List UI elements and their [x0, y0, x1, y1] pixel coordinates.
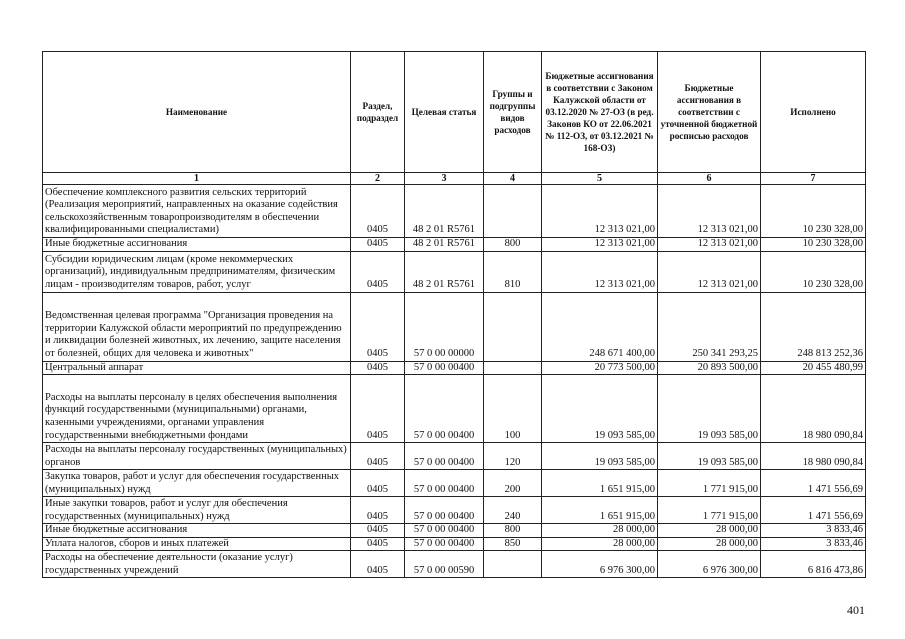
row-section: 0405 — [351, 470, 405, 497]
row-name: Центральный аппарат — [43, 361, 351, 375]
row-article: 57 0 00 00400 — [405, 537, 484, 551]
row-name: Расходы на выплаты персоналу государственных (муниципальных) органов — [43, 443, 351, 470]
header-executed: Исполнено — [761, 52, 866, 173]
row-article: 57 0 00 00400 — [405, 524, 484, 538]
header-article: Целевая статья — [405, 52, 484, 173]
row-name: Субсидии юридическим лицам (кроме некоммерческих организаций), индивидуальным предпринимателям, физическим лицам - производителям товаров, работ, услуг — [43, 251, 351, 292]
row-budget-law: 19 093 585,00 — [542, 375, 658, 443]
row-name: Закупка товаров, работ и услуг для обеспечения государственных (муниципальных) нужд — [43, 470, 351, 497]
row-group: 120 — [484, 443, 542, 470]
header-groups: Группы и подгруппы видов расходов — [484, 52, 542, 173]
table-row — [43, 292, 866, 361]
row-group — [484, 551, 542, 578]
budget-table — [42, 51, 866, 578]
row-budget-refined: 12 313 021,00 — [658, 185, 761, 238]
row-budget-law: 248 671 400,00 — [542, 292, 658, 361]
row-budget-refined: 19 093 585,00 — [658, 375, 761, 443]
row-budget-law: 12 313 021,00 — [542, 238, 658, 252]
row-executed: 10 230 328,00 — [761, 238, 866, 252]
row-executed: 10 230 328,00 — [761, 185, 866, 238]
row-group — [484, 361, 542, 375]
row-name: Ведомственная целевая программа "Организация проведения на территории Калужской области мероприятий по предупреждению и ликвидации болезней животных, их лечению, защите населения от болезней, общих для человека и животных" — [43, 292, 351, 361]
row-article: 57 0 00 00000 — [405, 292, 484, 361]
table-row — [43, 443, 866, 470]
row-name: Уплата налогов, сборов и иных платежей — [43, 537, 351, 551]
header-section: Раздел, подраздел — [351, 52, 405, 173]
row-budget-refined: 1 771 915,00 — [658, 470, 761, 497]
table-row — [43, 238, 866, 252]
row-executed: 248 813 252,36 — [761, 292, 866, 361]
column-number: 1 — [43, 173, 351, 185]
row-group — [484, 185, 542, 238]
row-article: 57 0 00 00400 — [405, 361, 484, 375]
row-group: 100 — [484, 375, 542, 443]
row-article: 48 2 01 R5761 — [405, 251, 484, 292]
row-section: 0405 — [351, 497, 405, 524]
row-executed: 10 230 328,00 — [761, 251, 866, 292]
row-budget-refined: 28 000,00 — [658, 524, 761, 538]
column-number: 5 — [542, 173, 658, 185]
row-section: 0405 — [351, 524, 405, 538]
row-budget-law: 28 000,00 — [542, 537, 658, 551]
row-name: Иные закупки товаров, работ и услуг для обеспечения государственных (муниципальных) нужд — [43, 497, 351, 524]
row-executed: 1 471 556,69 — [761, 497, 866, 524]
row-budget-refined: 28 000,00 — [658, 537, 761, 551]
row-section: 0405 — [351, 361, 405, 375]
row-budget-law: 1 651 915,00 — [542, 497, 658, 524]
row-section: 0405 — [351, 185, 405, 238]
row-section: 0405 — [351, 238, 405, 252]
row-name: Расходы на обеспечение деятельности (оказание услуг) государственных учреждений — [43, 551, 351, 578]
column-number: 3 — [405, 173, 484, 185]
row-budget-law: 28 000,00 — [542, 524, 658, 538]
column-number: 4 — [484, 173, 542, 185]
row-group: 810 — [484, 251, 542, 292]
row-budget-law: 12 313 021,00 — [542, 185, 658, 238]
column-number: 2 — [351, 173, 405, 185]
row-section: 0405 — [351, 292, 405, 361]
row-budget-law: 1 651 915,00 — [542, 470, 658, 497]
row-section: 0405 — [351, 537, 405, 551]
row-group: 240 — [484, 497, 542, 524]
row-budget-law: 12 313 021,00 — [542, 251, 658, 292]
header-row — [43, 52, 866, 173]
page-number: 401 — [847, 603, 865, 617]
row-executed: 1 471 556,69 — [761, 470, 866, 497]
header-budget-law: Бюджетные ассигнования в соответствии с Законом Калужской области от 03.12.2020 № 27-ОЗ (в ред. Законов КО от 22.06.2021 № 112-ОЗ, от 03.12.2021 № 168-ОЗ) — [542, 52, 658, 173]
header-name: Наименование — [43, 52, 351, 173]
row-section: 0405 — [351, 375, 405, 443]
row-section: 0405 — [351, 551, 405, 578]
table-row — [43, 361, 866, 375]
table-row — [43, 551, 866, 578]
row-executed: 18 980 090,84 — [761, 375, 866, 443]
row-budget-refined: 6 976 300,00 — [658, 551, 761, 578]
table-row — [43, 537, 866, 551]
row-article: 57 0 00 00400 — [405, 443, 484, 470]
row-group: 850 — [484, 537, 542, 551]
row-group: 200 — [484, 470, 542, 497]
row-budget-refined: 250 341 293,25 — [658, 292, 761, 361]
row-article: 57 0 00 00590 — [405, 551, 484, 578]
row-article: 57 0 00 00400 — [405, 470, 484, 497]
row-budget-refined: 20 893 500,00 — [658, 361, 761, 375]
row-executed: 3 833,46 — [761, 524, 866, 538]
row-article: 57 0 00 00400 — [405, 497, 484, 524]
row-name: Иные бюджетные ассигнования — [43, 524, 351, 538]
row-budget-refined: 12 313 021,00 — [658, 238, 761, 252]
row-budget-refined: 1 771 915,00 — [658, 497, 761, 524]
row-budget-law: 20 773 500,00 — [542, 361, 658, 375]
row-name: Расходы на выплаты персоналу в целях обеспечения выполнения функций государственными (муниципальными) органами, казенными учреждениями, органами управления государственными внебюджетными фондами — [43, 375, 351, 443]
column-number: 6 — [658, 173, 761, 185]
table-row — [43, 375, 866, 443]
row-executed: 3 833,46 — [761, 537, 866, 551]
column-number-row — [43, 173, 866, 185]
row-budget-law: 19 093 585,00 — [542, 443, 658, 470]
row-executed: 20 455 480,99 — [761, 361, 866, 375]
row-group: 800 — [484, 238, 542, 252]
table-row — [43, 251, 866, 292]
row-executed: 18 980 090,84 — [761, 443, 866, 470]
row-article: 57 0 00 00400 — [405, 375, 484, 443]
row-group: 800 — [484, 524, 542, 538]
table-row — [43, 524, 866, 538]
row-group — [484, 292, 542, 361]
row-section: 0405 — [351, 251, 405, 292]
row-budget-refined: 12 313 021,00 — [658, 251, 761, 292]
row-name: Иные бюджетные ассигнования — [43, 238, 351, 252]
row-budget-law: 6 976 300,00 — [542, 551, 658, 578]
row-executed: 6 816 473,86 — [761, 551, 866, 578]
row-budget-refined: 19 093 585,00 — [658, 443, 761, 470]
header-budget-refined: Бюджетные ассигнования в соответствии с уточненной бюджетной росписью расходов — [658, 52, 761, 173]
table-row — [43, 497, 866, 524]
column-number: 7 — [761, 173, 866, 185]
table-row — [43, 185, 866, 238]
table-row — [43, 470, 866, 497]
row-article: 48 2 01 R5761 — [405, 238, 484, 252]
row-article: 48 2 01 R5761 — [405, 185, 484, 238]
row-section: 0405 — [351, 443, 405, 470]
row-name: Обеспечение комплексного развития сельских территорий (Реализация мероприятий, направленных на оказание содействия сельскохозяйственным товаропроизводителям в обеспечении квалифицированными специалистами) — [43, 185, 351, 238]
